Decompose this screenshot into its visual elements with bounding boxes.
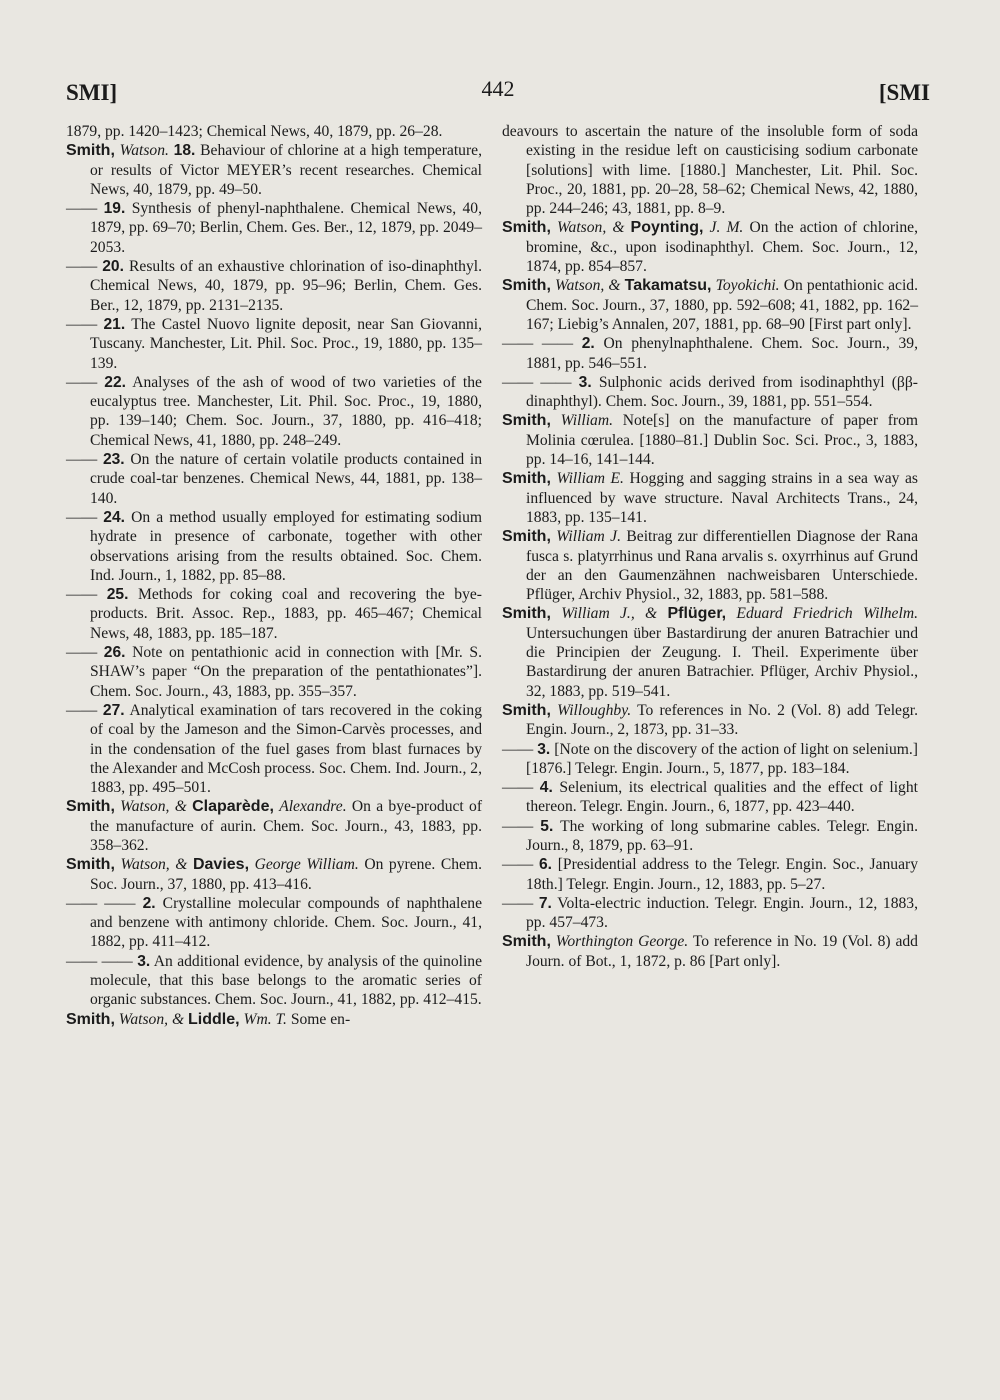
repeat-dash: ——	[66, 701, 98, 719]
entry-text: An additional evidence, by analysis of the quinoline molecule, that this base belongs to the aromatic series of organic substances. Chem. Soc. Journ., 41, 1882, pp. 412–415.	[90, 952, 483, 1009]
entry-text: Synthesis of phenyl-naphthalene. Chemical News, 40, 1879, pp. 69–70; Berlin, Chem. Ges. Ber., 12, 1879, pp. 2049–2053.	[90, 200, 482, 256]
entry-number: 21.	[103, 315, 126, 333]
entry-number: 19.	[103, 200, 126, 218]
bibliography-entry	[66, 450, 482, 508]
bibliography-entry	[502, 740, 918, 779]
repeat-dash: ——	[66, 586, 98, 604]
coauthor-given-name: Toyokichi.	[715, 277, 780, 295]
bibliography-entry	[66, 199, 482, 257]
repeat-dash: ——	[66, 644, 98, 662]
author-given-name: Watson.	[119, 142, 169, 160]
bibliography-entry	[502, 817, 918, 856]
entry-number: 22.	[104, 373, 126, 391]
left-column	[66, 122, 482, 1029]
author-given-name: William J., &	[561, 605, 658, 623]
running-header	[66, 76, 930, 112]
entry-text: To reference in No. 19 (Vol. 8) add Journ. of Bot., 1, 1872, p. 86 [Part only].	[526, 933, 918, 970]
author-given-name: Watson, &	[556, 219, 625, 237]
author-surname: Smith,	[502, 277, 551, 295]
author-surname: Smith,	[66, 856, 115, 874]
entry-number: 6.	[538, 856, 552, 874]
entry-number: 20.	[102, 258, 124, 276]
entry-text: Volta-electric induction. Telegr. Engin. Journ., 12, 1883, pp. 457–473.	[526, 894, 918, 932]
bibliography-entry	[502, 701, 918, 740]
bibliography-entry	[66, 122, 482, 141]
bibliography-entry	[502, 122, 918, 218]
bibliography-entry	[66, 894, 482, 952]
repeat-dash: ——	[502, 779, 534, 797]
entry-text: Selenium, its electrical qualities and the effect of light thereon. Telegr. Engin. Journ., 6, 1877, pp. 423–440.	[526, 779, 918, 816]
coauthor-given-name: J. M.	[709, 219, 744, 237]
author-surname: Smith,	[66, 1010, 115, 1028]
author-given-name: Worthington George.	[555, 933, 689, 951]
entry-text: deavours to ascertain the nature of the insoluble form of soda existing in the residue left on causticising sodium carbonate [solutions] with lime. [1880.] Manchester, Lit. Phil. Soc. Proc., 20, 1881, pp. 20–28, 58–62; Chemical News, 42, 1880, pp. 244–246; 43, 1881, pp. 8–9.	[502, 123, 918, 218]
repeat-dash: ——	[502, 740, 534, 758]
repeat-dash: ——	[66, 508, 98, 526]
bibliography-entry	[66, 855, 482, 894]
coauthor-given-name: Wm. T.	[243, 1010, 287, 1028]
bibliography-entry	[502, 411, 918, 469]
entry-number: 3.	[137, 952, 151, 970]
entry-text: On phenylnaphthalene. Chem. Soc. Journ., 39, 1881, pp. 546–551.	[526, 335, 918, 372]
author-surname: Smith,	[502, 701, 551, 719]
author-given-name: Willoughby.	[557, 701, 632, 719]
repeat-dash: ——	[66, 200, 98, 218]
entry-text: Note on pentathionic acid in connection with [Mr. S. SHAW’s paper “On the preparation of the pentathionates”]. Chem. Soc. Journ., 43, 1883, pp. 355–357.	[90, 644, 482, 700]
bibliography-entry	[502, 218, 918, 276]
bibliography-entry	[66, 315, 482, 373]
author-given-name: William.	[560, 412, 613, 430]
coauthor-surname: Takamatsu,	[624, 277, 712, 295]
coauthor-given-name: Alexandre.	[279, 798, 347, 816]
bibliography-entry	[502, 469, 918, 527]
author-given-name: William J.	[556, 528, 621, 546]
page-number: 442	[481, 76, 515, 101]
bibliography-entry	[66, 508, 482, 585]
author-given-name: Watson, &	[118, 1010, 185, 1028]
entry-number: 3.	[578, 373, 592, 391]
author-surname: Smith,	[66, 798, 115, 816]
coauthor-surname: Pflüger,	[667, 605, 727, 623]
coauthor-surname: Poynting,	[630, 219, 704, 237]
coauthor-given-name: Eduard Friedrich Wilhelm.	[736, 605, 918, 623]
entry-text: On the action of chlorine, bromine, &c., upon isodinaphthyl. Chem. Soc. Journ., 12, 1874, pp. 854–857.	[526, 219, 918, 276]
author-surname: Smith,	[502, 470, 551, 488]
author-given-name: Watson, &	[120, 798, 187, 816]
author-surname: Smith,	[502, 219, 551, 237]
bibliography-entry	[502, 778, 918, 817]
entry-text: Analyses of the ash of wood of two varieties of the eucalyptus tree. Manchester, Lit. Phil. Soc. Proc., 19, 1880, pp. 139–140; Chem. Soc. Journ., 37, 1880, pp. 416–418; Chemical News, 41, 1880, pp. 248–249.	[90, 373, 482, 449]
author-surname: Smith,	[502, 933, 551, 951]
repeat-dash: —— ——	[66, 894, 136, 912]
bibliography-entry	[66, 373, 482, 450]
entry-number: 2.	[142, 894, 156, 912]
right-column	[502, 122, 918, 971]
entry-text: Note[s] on the manufacture of paper from Molinia cœrulea. [1880–81.] Dublin Soc. Sci. Proc., 3, 1883, pp. 14–16, 141–144.	[526, 412, 919, 469]
bibliography-entry	[502, 932, 918, 971]
entry-text: The working of long submarine cables. Telegr. Engin. Journ., 8, 1879, pp. 63–91.	[526, 817, 918, 854]
header-left: SMI]	[66, 80, 118, 105]
bibliography-entry	[66, 257, 482, 315]
bibliography-entry	[66, 141, 482, 199]
entry-text: Some en-	[290, 1010, 351, 1028]
entry-number: 7.	[538, 894, 552, 912]
repeat-dash: —— ——	[502, 373, 572, 391]
bibliography-entry	[502, 894, 918, 933]
bibliography-entry	[66, 952, 482, 1010]
entry-text: Crystalline molecular compounds of naphthalene and benzene with antimony chloride. Chem. Soc. Journ., 41, 1882, pp. 411–412.	[90, 894, 483, 951]
entry-text: On the nature of certain volatile products contained in crude coal-tar benzenes. Chemical News, 44, 1881, pp. 138–140.	[90, 451, 482, 507]
author-given-name: Watson, &	[120, 856, 188, 874]
repeat-dash: ——	[66, 373, 98, 391]
coauthor-surname: Claparède,	[192, 798, 274, 816]
entry-number: 26.	[103, 644, 126, 662]
repeat-dash: —— ——	[66, 952, 133, 970]
bibliography-entry	[502, 334, 918, 373]
entry-text: Analytical examination of tars recovered in the coking of coal by the Jameson and the Simon-Carvès processes, and in the condensation of the fuel gases from blast furnaces by the Alexander and McCosh process. Soc. Chem. Ind. Journ., 2, 1883, pp. 495–501.	[90, 701, 483, 797]
entry-text: [Presidential address to the Telegr. Engin. Soc., January 18th.] Telegr. Engin. Journ., 12, 1883, pp. 5–27.	[526, 856, 918, 893]
entry-text: On a method usually employed for estimating sodium hydrate in presence of carbonate, together with other observations arising from the results obtained. Soc. Chem. Ind. Journ., 1, 1882, pp. 85–88.	[90, 508, 482, 584]
entry-text: Methods for coking coal and recovering the bye-products. Brit. Assoc. Rep., 1883, pp. 465–467; Chemical News, 48, 1883, pp. 185–187.	[90, 586, 482, 642]
repeat-dash: ——	[502, 856, 534, 874]
bibliography-entry	[66, 585, 482, 643]
entry-text: Results of an exhaustive chlorination of iso-dinaphthyl. Chemical News, 40, 1879, pp. 95–96; Berlin, Chem. Ges. Ber., 12, 1879, pp. 2131–2135.	[90, 258, 482, 314]
author-surname: Smith,	[66, 142, 115, 160]
repeat-dash: ——	[66, 315, 98, 333]
entry-number: 3.	[537, 740, 551, 758]
author-surname: Smith,	[502, 605, 551, 623]
bibliography-entry	[502, 373, 918, 412]
entry-text: Sulphonic acids derived from isodinaphthyl (ββ-dinaphthyl). Chem. Soc. Journ., 39, 1881, pp. 551–554.	[526, 373, 918, 411]
author-surname: Smith,	[502, 528, 551, 546]
entry-number: 4.	[539, 779, 553, 797]
entry-text: On a bye-product of the manufacture of aurin. Chem. Soc. Journ., 43, 1883, pp. 358–362.	[90, 798, 483, 854]
repeat-dash: ——	[66, 258, 98, 276]
coauthor-given-name: George William.	[254, 856, 359, 874]
entry-number: 18.	[173, 142, 196, 160]
author-given-name: William E.	[556, 470, 624, 488]
repeat-dash: —— ——	[502, 335, 574, 353]
entry-text: On pyrene. Chem. Soc. Journ., 37, 1880, pp. 413–416.	[90, 856, 482, 893]
entry-number: 2.	[581, 335, 595, 353]
entry-number: 24.	[103, 508, 125, 526]
bibliography-entry	[502, 855, 918, 894]
repeat-dash: ——	[66, 451, 98, 469]
entry-text: [Note on the discovery of the action of light on selenium.] [1876.] Telegr. Engin. Journ., 5, 1877, pp. 183–184.	[526, 740, 918, 777]
author-given-name: Watson, &	[555, 277, 621, 295]
repeat-dash: ——	[502, 894, 534, 912]
entry-text: Untersuchungen über Bastardirung der anuren Batrachier und die Principien der Zeugung. I. Theil. Experimente über Bastardirung der anuren Batrachier. Pflüger, Archiv Physiol., 32, 1883, pp. 519–541.	[526, 624, 918, 700]
entry-number: 25.	[106, 586, 129, 604]
entry-text: On pentathionic acid. Chem. Soc. Journ., 37, 1880, pp. 592–608; 41, 1882, pp. 162–167; Liebig’s Annalen, 207, 1881, pp. 68–90 [First part only].	[526, 277, 918, 333]
coauthor-surname: Davies,	[192, 856, 250, 874]
header-right: [SMI	[878, 80, 930, 105]
bibliography-entry	[502, 276, 918, 334]
entry-number: 27.	[102, 701, 125, 719]
bibliography-entry	[502, 604, 918, 700]
bibliography-entry	[66, 701, 482, 797]
bibliography-entry	[66, 1010, 482, 1029]
entry-text: 1879, pp. 1420–1423; Chemical News, 40, 1879, pp. 26–28.	[66, 123, 443, 140]
entry-number: 23.	[102, 451, 125, 469]
entry-text: To references in No. 2 (Vol. 8) add Telegr. Engin. Journ., 2, 1873, pp. 31–33.	[526, 701, 918, 739]
entry-text: Beitrag zur differentiellen Diagnose der Rana fusca s. platyrrhinus und Rana arvalis s. oxyrrhinus auf Grund der an den Gaumenzähnen nachweisbaren Unterschiede. Pflüger, Archiv Physiol., 32, 1883, pp. 581–588.	[526, 528, 918, 604]
author-surname: Smith,	[502, 412, 551, 430]
entry-number: 5.	[540, 817, 554, 835]
coauthor-surname: Liddle,	[187, 1010, 240, 1028]
bibliography-entry	[66, 797, 482, 855]
bibliography-entry	[66, 643, 482, 701]
entry-text: The Castel Nuovo lignite deposit, near San Giovanni, Tuscany. Manchester, Lit. Phil. Soc. Proc., 19, 1880, pp. 135–139.	[90, 315, 482, 372]
bibliography-entry	[502, 527, 918, 604]
entry-text: Behaviour of chlorine at a high temperature, or results of Victor MEYER’s recent researches. Chemical News, 40, 1879, pp. 49–50.	[90, 142, 482, 198]
repeat-dash: ——	[502, 817, 534, 835]
entry-text: Hogging and sagging strains in a sea way as influenced by wave structure. Naval Architects Trans., 24, 1883, pp. 135–141.	[526, 470, 919, 526]
